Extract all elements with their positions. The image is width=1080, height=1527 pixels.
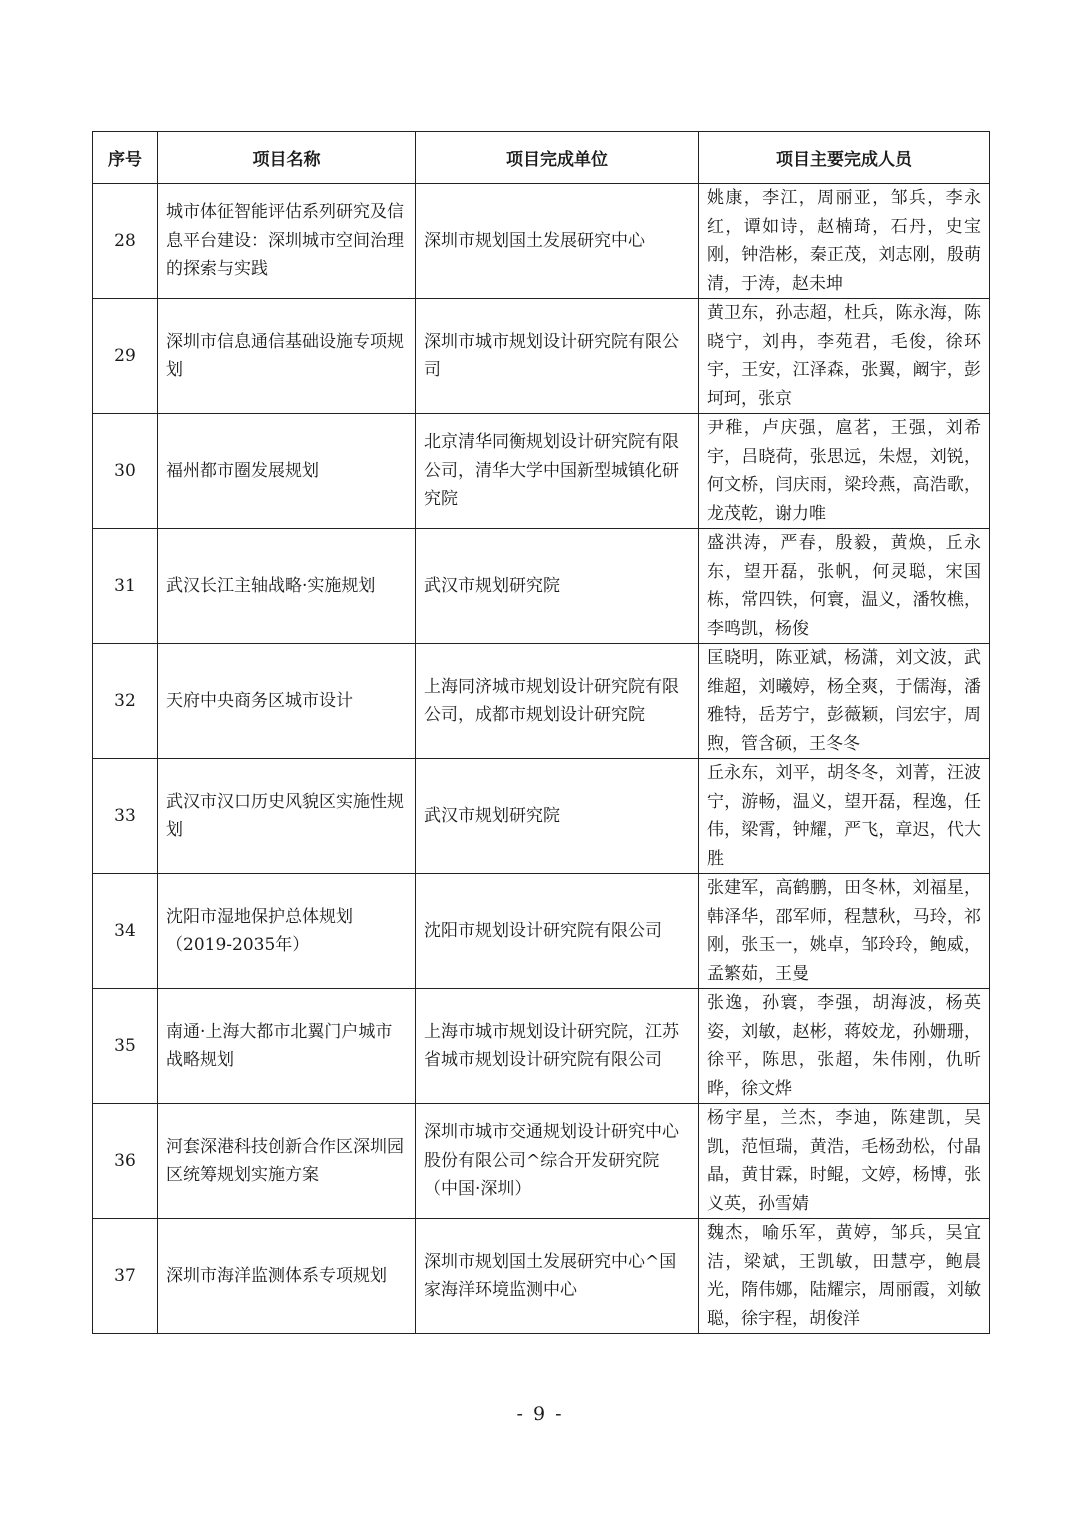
table-row [93, 644, 990, 759]
row-unit: 深圳市规划国土发展研究中心^国家海洋环境监测中心 [416, 1219, 699, 1334]
row-people: 杨宇星，兰杰，李迪，陈建凯，吴凯，范恒瑞，黄浩，毛杨劲松，付晶晶，黄甘霖，时鲲，文婷，杨博，张义英，孙雪婧 [699, 1104, 990, 1219]
row-unit: 沈阳市规划设计研究院有限公司 [416, 874, 699, 989]
row-people: 黄卫东，孙志超，杜兵，陈永海，陈晓宁，刘冉，李苑君，毛俊，徐环宇，王安，江泽森，张翼，阚宇，彭坷珂，张京 [699, 299, 990, 414]
header-unit: 项目完成单位 [416, 132, 699, 184]
row-unit: 深圳市城市交通规划设计研究中心股份有限公司^综合开发研究院（中国·深圳） [416, 1104, 699, 1219]
row-project-name: 福州都市圈发展规划 [158, 414, 416, 529]
row-num: 35 [93, 989, 158, 1104]
row-project-name: 沈阳市湿地保护总体规划（2019-2035年） [158, 874, 416, 989]
row-unit: 上海市城市规划设计研究院，江苏省城市规划设计研究院有限公司 [416, 989, 699, 1104]
row-people: 尹稚，卢庆强，扈茗，王强，刘希宇，吕晓荷，张思远，朱煜，刘锐，何文桥，闫庆雨，梁玲燕，高浩歌，龙茂乾，谢力唯 [699, 414, 990, 529]
row-project-name: 深圳市信息通信基础设施专项规划 [158, 299, 416, 414]
header-num: 序号 [93, 132, 158, 184]
row-num: 32 [93, 644, 158, 759]
row-project-name: 武汉市汉口历史风貌区实施性规划 [158, 759, 416, 874]
row-num: 33 [93, 759, 158, 874]
row-people: 盛洪涛，严春，殷毅，黄焕，丘永东，望开磊，张帆，何灵聪，宋国栋，常四铁，何寰，温义，潘牧樵，李鸣凯，杨俊 [699, 529, 990, 644]
row-unit: 上海同济城市规划设计研究院有限公司，成都市规划设计研究院 [416, 644, 699, 759]
row-unit: 深圳市规划国土发展研究中心 [416, 184, 699, 299]
header-row [93, 132, 990, 184]
row-num: 34 [93, 874, 158, 989]
table-row [93, 1219, 990, 1334]
row-num: 37 [93, 1219, 158, 1334]
row-num: 30 [93, 414, 158, 529]
table-row [93, 529, 990, 644]
row-people: 丘永东，刘平，胡冬冬，刘菁，汪波宁，游畅，温义，望开磊，程逸，任伟，梁霄，钟耀，严飞，章迟，代大胜 [699, 759, 990, 874]
row-num: 36 [93, 1104, 158, 1219]
table-row [93, 874, 990, 989]
header-people: 项目主要完成人员 [699, 132, 990, 184]
project-table [92, 131, 990, 1334]
row-people: 张逸，孙寰，李强，胡海波，杨英姿，刘敏，赵彬，蒋姣龙，孙姗珊，徐平，陈思，张超，朱伟刚，仇昕晔，徐文烨 [699, 989, 990, 1104]
row-project-name: 南通·上海大都市北翼门户城市战略规划 [158, 989, 416, 1104]
row-project-name: 深圳市海洋监测体系专项规划 [158, 1219, 416, 1334]
row-project-name: 武汉长江主轴战略·实施规划 [158, 529, 416, 644]
table-row [93, 759, 990, 874]
table-row [93, 414, 990, 529]
row-num: 31 [93, 529, 158, 644]
row-people: 张建军，高鹤鹏，田冬林，刘福星，韩泽华，邵军师，程慧秋，马玲，祁刚，张玉一，姚卓，邹玲玲，鲍威，孟繁茹，王曼 [699, 874, 990, 989]
row-unit: 北京清华同衡规划设计研究院有限公司，清华大学中国新型城镇化研究院 [416, 414, 699, 529]
header-name: 项目名称 [158, 132, 416, 184]
table-row [93, 989, 990, 1104]
page-number: - 9 - [516, 1403, 564, 1425]
row-num: 28 [93, 184, 158, 299]
table-row [93, 1104, 990, 1219]
table-header [93, 132, 990, 184]
row-project-name: 城市体征智能评估系列研究及信息平台建设：深圳城市空间治理的探索与实践 [158, 184, 416, 299]
row-people: 匡晓明，陈亚斌，杨潇，刘文波，武维超，刘曦婷，杨全爽，于儒海，潘雅特，岳芳宁，彭薇颖，闫宏宇，周煦，管含硕，王冬冬 [699, 644, 990, 759]
table-row [93, 184, 990, 299]
row-unit: 深圳市城市规划设计研究院有限公司 [416, 299, 699, 414]
row-people: 姚康，李江，周丽亚，邹兵，李永红，谭如诗，赵楠琦，石丹，史宝刚，钟浩彬，秦正茂，刘志刚，殷萌清，于涛，赵未坤 [699, 184, 990, 299]
row-unit: 武汉市规划研究院 [416, 759, 699, 874]
row-people: 魏杰，喻乐军，黄婷，邹兵，吴宜洁，梁斌，王凯敏，田慧亭，鲍晨光，隋伟娜，陆耀宗，周丽霞，刘敏聪，徐宇程，胡俊洋 [699, 1219, 990, 1334]
table-row [93, 299, 990, 414]
table-body [93, 184, 990, 1334]
row-unit: 武汉市规划研究院 [416, 529, 699, 644]
row-project-name: 天府中央商务区城市设计 [158, 644, 416, 759]
row-num: 29 [93, 299, 158, 414]
row-project-name: 河套深港科技创新合作区深圳园区统筹规划实施方案 [158, 1104, 416, 1219]
